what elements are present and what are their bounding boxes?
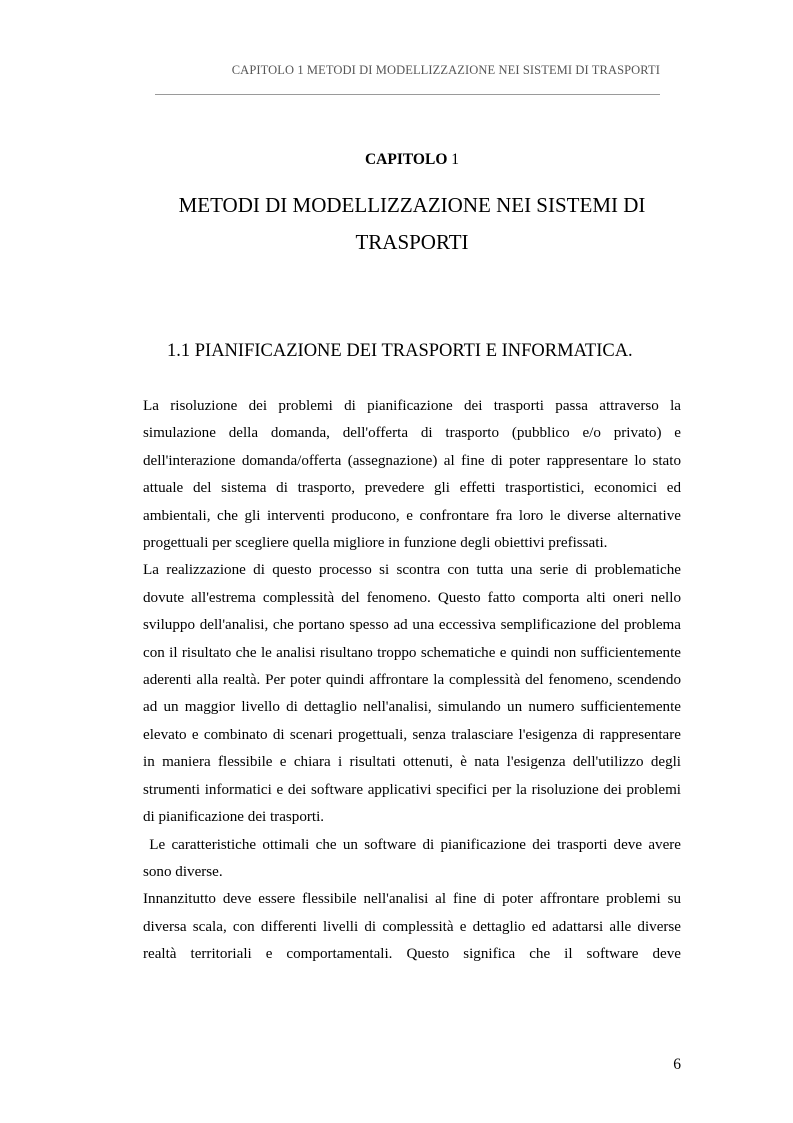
header-divider [155,94,660,95]
body-text [143,393,685,969]
page-number: 6 [673,1056,681,1073]
chapter-label-number: 1 [451,151,460,168]
chapter-title-line-2: TRASPORTI [355,230,469,254]
paragraph: Innanzitutto deve essere flessibile nell'analisi al fine di poter affrontare problemi su diversa scala, con differenti livelli di complessità e dettaglio ed adattarsi alle diverse realtà territoriali e comportamentali. Questo significa che il software deve [143,891,681,963]
chapter-title-line-1: METODI DI MODELLIZZAZIONE NEI SISTEMI DI [178,193,646,217]
paragraph: La realizzazione di questo processo si scontra con tutta una serie di problematiche dovute all'estrema complessità del fenomeno. Questo fatto comporta alti oneri nello sviluppo dell'analisi, che portano spesso ad una eccessiva semplificazione del problema con il risultato che le analisi risultano troppo schematiche e quindi non sufficientemente aderenti alla realtà. Per poter quindi affrontare la complessità del fenomeno, scendendo ad un maggior livello di dettaglio nell'analisi, simulando un numero sufficientemente elevato e combinato di scenari progettuali, senza tralasciare l'esigenza di rappresentare in maniera flessibile e chiara i risultati ottenuti, è nata l'esigenza dell'utilizzo degli strumenti informatici e dei software applicativi specifici per la risoluzione dei problemi di pianificazione dei trasporti. [143,562,681,826]
section-title: 1.1 PIANIFICAZIONE DEI TRASPORTI E INFORMATICA. [167,341,633,361]
running-header: CAPITOLO 1 METODI DI MODELLIZZAZIONE NEI SISTEMI DI TRASPORTI [231,63,660,77]
chapter-label [143,148,681,172]
chapter-label-word: CAPITOLO [364,151,448,168]
chapter-title [143,187,681,261]
paragraph: La risoluzione dei problemi di pianificazione dei trasporti passa attraverso la simulazione della domanda, dell'offerta di trasporto (pubblico e/o privato) e dell'interazione domanda/offerta (assegnazione) al fine di poter rappresentare lo stato attuale del sistema di trasporto, prevedere gli effetti trasportistici, economici ed ambientali, che gli interventi producono, e confrontare fra loro le diverse alternative progettuali per scegliere quella migliore in funzione degli obiettivi prefissati. [143,398,681,552]
paragraph: Le caratteristiche ottimali che un software di pianificazione dei trasporti deve avere sono diverse. [143,836,685,880]
